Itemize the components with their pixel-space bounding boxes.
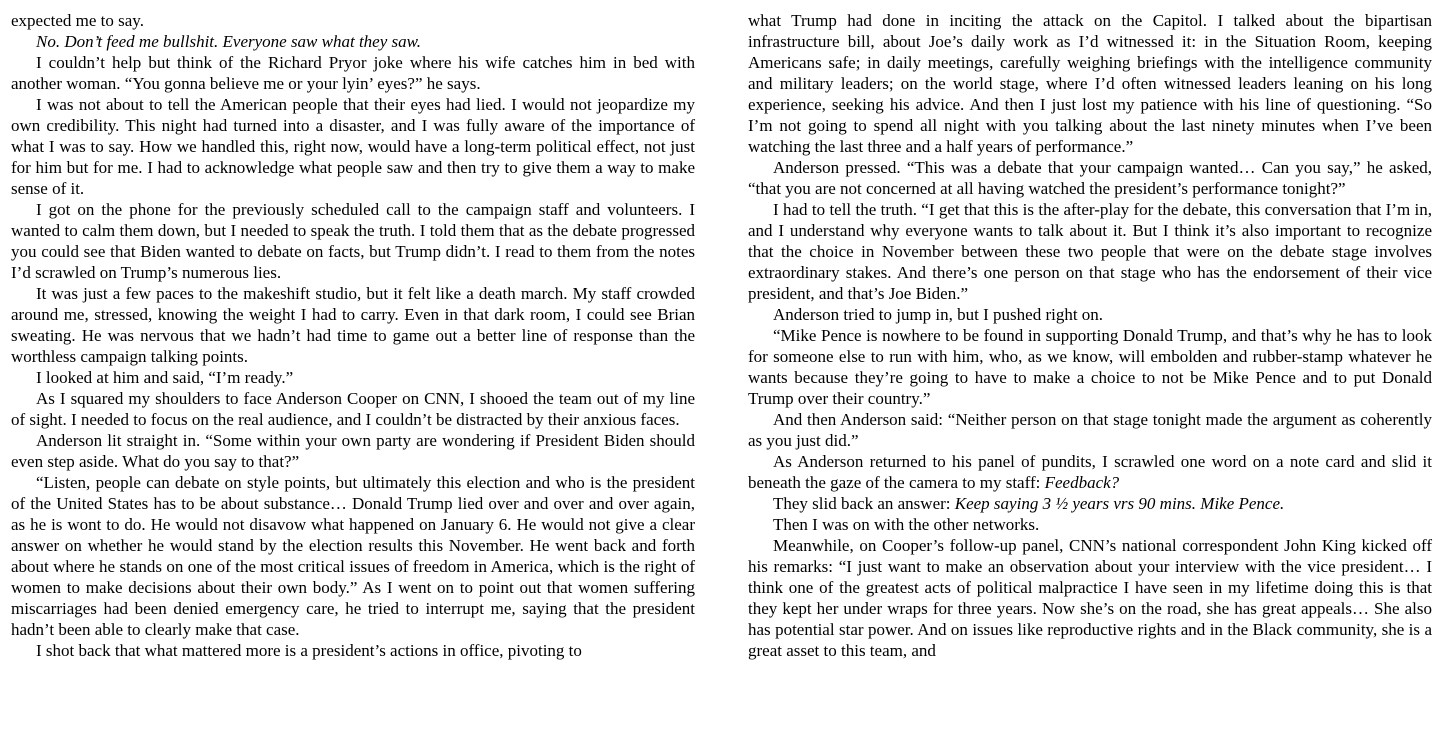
text-run: expected me to say. (11, 11, 144, 30)
paragraph (11, 472, 695, 640)
paragraph (748, 157, 1432, 199)
paragraph (11, 430, 695, 472)
text-run: Anderson tried to jump in, but I pushed right on. (773, 305, 1104, 324)
paragraph (11, 52, 695, 94)
text-run: what Trump had done in inciting the attack on the Capitol. I talked about the bipartisan infrastructure bill, about Joe’s daily work as I’d witnessed it: in the Situation Room, keeping Americans safe; in daily meetings, carefully weighing briefings with the intelligence community and military leaders; on the world stage, where I’d often witnessed leaders leaning on his long experience, seeking his advice. And then I just lost my patience with his line of questioning. “So I’m not going to spend all night with you talking about the last ninety minutes when I’ve been watching the last three and a half years of performance.” (748, 11, 1432, 156)
paragraph (748, 409, 1432, 451)
paragraph (11, 283, 695, 367)
text-run: As I squared my shoulders to face Anderson Cooper on CNN, I shooed the team out of my line of sight. I needed to focus on the real audience, and I couldn’t be distracted by their anxious faces. (11, 389, 695, 429)
text-run: I looked at him and said, “I’m ready.” (36, 368, 294, 387)
paragraph (11, 31, 695, 52)
text-run: Anderson pressed. “This was a debate that your campaign wanted… Can you say,” he asked, “that you are not concerned at all having watched the president’s performance tonight?” (748, 158, 1432, 198)
italic-text-run: Keep saying 3 ½ years vrs 90 mins. Mike Pence. (954, 494, 1285, 513)
text-run: I was not about to tell the American people that their eyes had lied. I would not jeopardize my own credibility. This night had turned into a disaster, and I was fully aware of the importance of what I was to say. How we handled this, right now, would have a long-term political effect, not just for him but for me. I had to acknowledge what people saw and then try to give them a way to make sense of it. (11, 95, 695, 198)
text-run: “Mike Pence is nowhere to be found in supporting Donald Trump, and that’s why he has to look for someone else to run with him, who, as we know, will embolden and rubber-stamp whatever he wants because they’re going to have to make a choice to not be Mike Pence and to put Donald Trump over their country.” (748, 326, 1432, 408)
paragraph (11, 388, 695, 430)
paragraph (748, 493, 1432, 514)
paragraph (11, 199, 695, 283)
text-run: I shot back that what mattered more is a president’s actions in office, pivoting to (36, 641, 582, 660)
text-run: I got on the phone for the previously scheduled call to the campaign staff and volunteers. I wanted to calm them down, but I needed to speak the truth. I told them that as the debate progressed you could see that Biden wanted to debate on facts, but Trump didn’t. I read to them from the notes I’d scrawled on Trump’s numerous lies. (11, 200, 695, 282)
italic-text-run: Feedback? (1044, 473, 1120, 492)
text-run: They slid back an answer: (773, 494, 955, 513)
paragraph (748, 199, 1432, 304)
text-run: As Anderson returned to his panel of pundits, I scrawled one word on a note card and slid it beneath the gaze of the camera to my staff: (748, 452, 1432, 492)
text-run: I couldn’t help but think of the Richard Pryor joke where his wife catches him in bed with another woman. “You gonna believe me or your lyin’ eyes?” he says. (11, 53, 695, 93)
paragraph (11, 640, 695, 661)
text-run: Meanwhile, on Cooper’s follow-up panel, CNN’s national correspondent John King kicked off his remarks: “I just want to make an observation about your interview with the vice president… I think one of the greatest acts of political malpractice I have seen in my lifetime doing this is that they kept her under wraps for three years. Now she’s on the road, she has great appeals… She also has potential star power. And on issues like reproductive rights and in the Black community, she is a great asset to this team, and (748, 536, 1432, 660)
paragraph (11, 10, 695, 31)
text-run: Then I was on with the other networks. (773, 515, 1040, 534)
text-run: And then Anderson said: “Neither person on that stage tonight made the argument as coherently as you just did.” (748, 410, 1432, 450)
paragraph (748, 10, 1432, 157)
text-run: “Listen, people can debate on style points, but ultimately this election and who is the president of the United States has to be about substance… Donald Trump lied over and over and over again, as he is wont to do. He would not disavow what happened on January 6. He would not give a clear answer on whether he would stand by the election results this November. He went back and forth about where he stands on one of the most critical issues of freedom in America, which is the right of women to make decisions about their own body.” As I went on to point out that women suffering miscarriages had been denied emergency care, he tried to interrupt me, saying that the president hadn’t been able to clearly make that case. (11, 473, 695, 639)
text-column-right (748, 10, 1432, 733)
paragraph (748, 325, 1432, 409)
paragraph (748, 535, 1432, 661)
italic-text-run: No. Don’t feed me bullshit. Everyone saw what they saw. (36, 32, 421, 51)
paragraph (11, 94, 695, 199)
paragraph (748, 451, 1432, 493)
text-run: Anderson lit straight in. “Some within your own party are wondering if President Biden should even step aside. What do you say to that?” (11, 431, 695, 471)
text-run: I had to tell the truth. “I get that this is the after-play for the debate, this conversation that I’m in, and I understand why everyone wants to talk about it. But I think it’s also important to recognize that the choice in November between these two people that were on the debate stage involves extraordinary stakes. And there’s one person on that stage who has the endorsement of their vice president, and that’s Joe Biden.” (748, 200, 1432, 303)
text-column-left (11, 10, 695, 733)
paragraph (748, 304, 1432, 325)
paragraph (11, 367, 695, 388)
text-run: It was just a few paces to the makeshift studio, but it felt like a death march. My staff crowded around me, stressed, knowing the weight I had to carry. Even in that dark room, I could see Brian sweating. He was nervous that we hadn’t had time to game out a better line of response than the worthless campaign talking points. (11, 284, 695, 366)
paragraph (748, 514, 1432, 535)
